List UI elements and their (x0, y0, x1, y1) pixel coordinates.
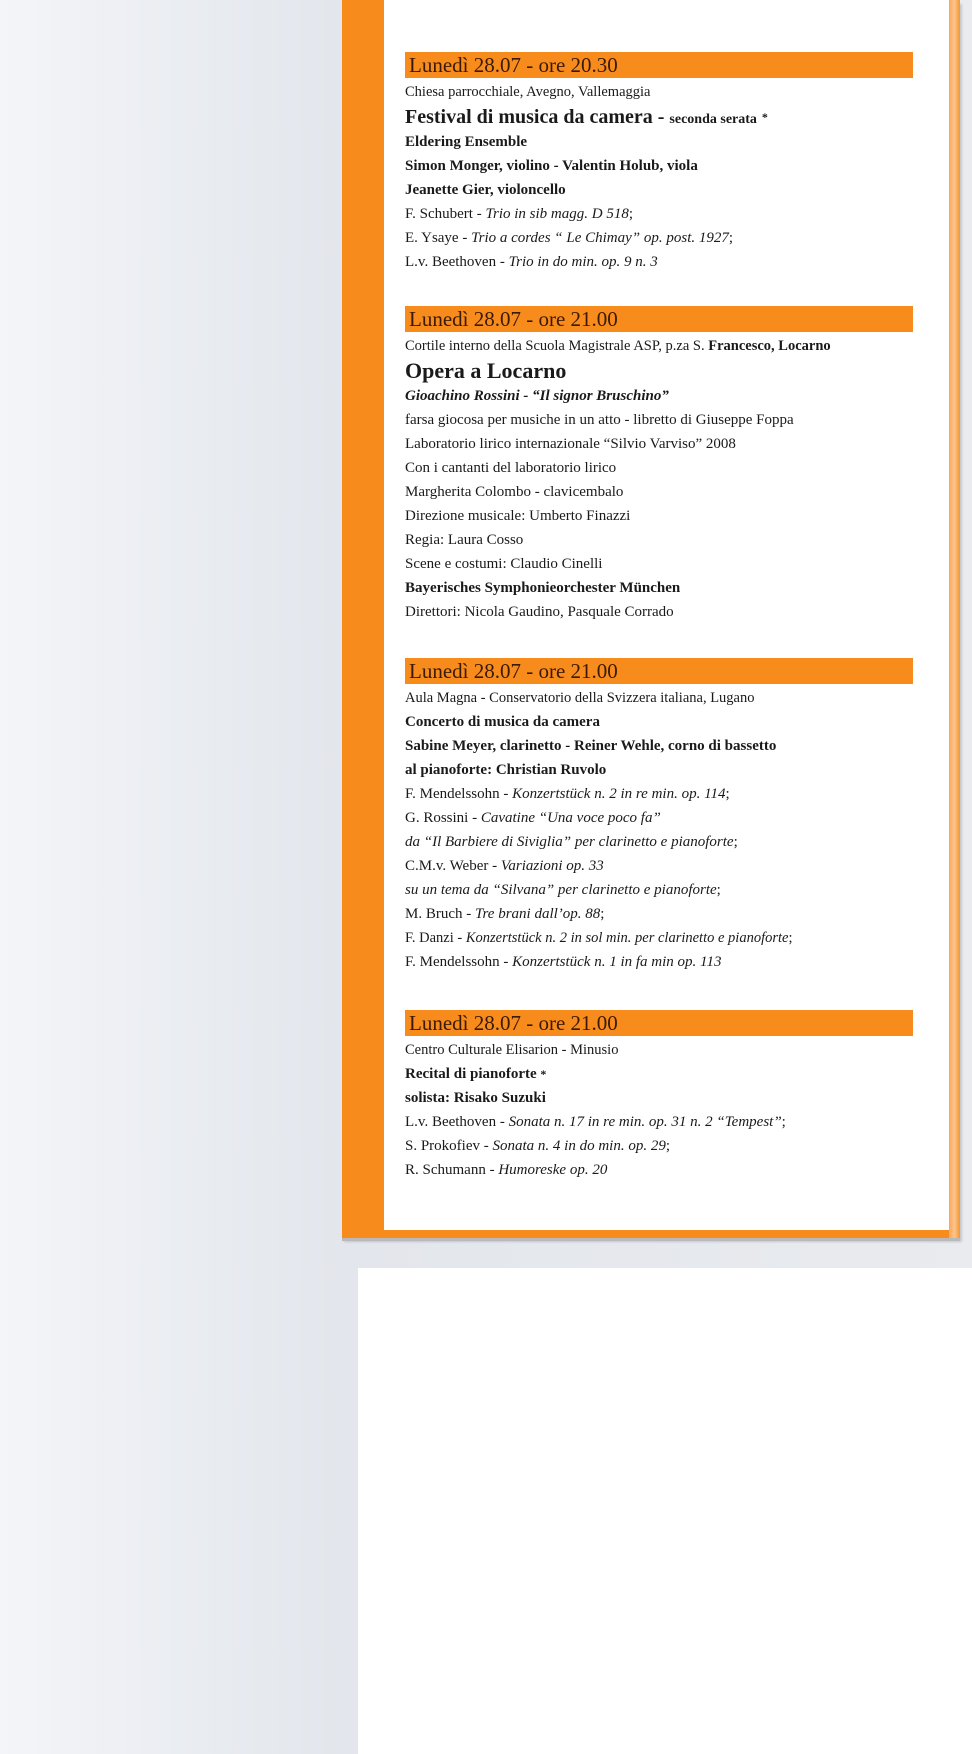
directors-line: Direttori: Nicola Gaudino, Pasquale Corrado (405, 604, 674, 620)
page-content (384, 0, 949, 1230)
event-date-bar: Lunedì 28.07 - ore 21.00 (405, 306, 913, 332)
line-end: ; (781, 1114, 786, 1130)
title-separator: - (652, 106, 670, 128)
opera-work-line: Gioachino Rossini - “Il signor Bruschino” (405, 388, 669, 404)
work: Trio a cordes “ Le Chimay” op. post. 1927 (471, 230, 729, 246)
composer: L.v. Beethoven - (405, 254, 509, 270)
program-line (405, 202, 913, 226)
program-line (405, 1158, 913, 1182)
program-line (405, 1134, 913, 1158)
booklet-edge (949, 0, 960, 1238)
composer: L.v. Beethoven - (405, 1114, 509, 1130)
composer: F. Mendelssohn - (405, 954, 513, 970)
event-venue: Aula Magna - Conservatorio della Svizzera italiana, Lugano (405, 690, 755, 706)
work: Sonata n. 4 in do min. op. 29 (492, 1138, 666, 1154)
event-title (405, 1062, 913, 1086)
work: da “Il Barbiere di Siviglia” per clarinetto e pianoforte (405, 834, 734, 850)
event-2 (405, 306, 913, 624)
line-end: ; (665, 1138, 671, 1154)
event-venue: Chiesa parrocchiale, Avegno, Vallemaggia (405, 84, 651, 100)
event-title (405, 104, 913, 130)
line-end: ; (728, 230, 734, 246)
composer: F. Mendelssohn - (405, 786, 513, 802)
work: Konzertstück n. 2 in sol min. per clarinetto e pianoforte (465, 930, 789, 946)
line-end: ; (628, 206, 633, 222)
event-title-text: Festival di musica da camera (405, 106, 653, 128)
performer-line: Eldering Ensemble (405, 134, 528, 150)
info-line: Scene e costumi: Claudio Cinelli (405, 556, 603, 572)
work: su un tema da “Silvana” per clarinetto e pianoforte (405, 882, 717, 898)
work: Humoreske op. 20 (498, 1162, 608, 1178)
performer-line: Sabine Meyer, clarinetto - Reiner Wehle, corno di bassetto (405, 738, 777, 754)
composer: F. Danzi - (405, 930, 466, 946)
soloist-line: solista: Risako Suzuki (405, 1090, 546, 1106)
venue-part: Cortile interno della Scuola Magistrale ASP, p.za S. (405, 338, 709, 354)
info-line: Regia: Laura Cosso (405, 532, 524, 548)
event-title: Concerto di musica da camera (405, 714, 600, 730)
info-line: Margherita Colombo - clavicembalo (405, 484, 624, 500)
event-1 (405, 52, 913, 274)
program-line (405, 782, 913, 806)
event-title: Opera a Locarno (405, 358, 567, 383)
line-end: ; (788, 930, 793, 946)
program-line (405, 950, 913, 974)
event-venue: Centro Culturale Elisarion - Minusio (405, 1042, 619, 1058)
work: Variazioni op. 33 (500, 858, 604, 874)
info-line: farsa giocosa per musiche in un atto - libretto di Giuseppe Foppa (405, 412, 794, 428)
orchestra-line: Bayerisches Symphonieorchester München (405, 580, 681, 596)
star-mark: * (761, 110, 768, 124)
program-line (405, 1110, 913, 1134)
performer-line: al pianoforte: Christian Ruvolo (405, 762, 607, 778)
work: Cavatine “Una voce poco fa” (480, 810, 661, 826)
composer: S. Prokofiev - (405, 1138, 493, 1154)
info-line: Con i cantanti del laboratorio lirico (405, 460, 617, 476)
line-end: ; (733, 834, 738, 850)
composer: R. Schumann - (405, 1162, 499, 1178)
performer-line: Jeanette Gier, violoncello (405, 182, 566, 198)
composer: M. Bruch - (405, 906, 475, 922)
event-date-bar: Lunedì 28.07 - ore 21.00 (405, 1010, 913, 1036)
program-line (405, 902, 913, 926)
work: Konzertstück n. 1 in fa min op. 113 (512, 954, 722, 970)
composer: E. Ysaye - (405, 230, 472, 246)
scan-white-area (358, 1268, 972, 1754)
program-line (405, 926, 913, 950)
event-title-text: Recital di pianoforte (405, 1066, 537, 1082)
composer: F. Schubert - (405, 206, 486, 222)
event-date-bar: Lunedì 28.07 - ore 21.00 (405, 658, 913, 684)
line-end: ; (725, 786, 730, 802)
event-date-bar: Lunedì 28.07 - ore 20.30 (405, 52, 913, 78)
program-line (405, 878, 913, 902)
work: Sonata n. 17 in re min. op. 31 n. 2 “Tempest” (508, 1114, 782, 1130)
event-venue (405, 334, 913, 358)
program-line (405, 226, 913, 250)
work: Trio in sib magg. D 518 (485, 206, 629, 222)
star-mark: * (540, 1067, 547, 1081)
event-3 (405, 658, 913, 974)
program-line (405, 250, 913, 274)
program-line (405, 854, 913, 878)
info-line: Direzione musicale: Umberto Finazzi (405, 508, 631, 524)
work: Trio in do min. op. 9 n. 3 (508, 254, 658, 270)
booklet-page (342, 0, 960, 1238)
line-end: ; (716, 882, 721, 898)
event-subtitle: seconda serata (669, 112, 757, 127)
work: Konzertstück n. 2 in re min. op. 114 (512, 786, 726, 802)
line-end: ; (600, 906, 605, 922)
performer-line: Simon Monger, violino - Valentin Holub, viola (405, 158, 698, 174)
program-line (405, 806, 913, 830)
program-line (405, 830, 913, 854)
event-4 (405, 1010, 913, 1182)
venue-part-bold: Francesco, Locarno (708, 338, 831, 354)
work: Tre brani dall’op. 88 (475, 906, 601, 922)
composer: G. Rossini - (405, 810, 481, 826)
info-line: Laboratorio lirico internazionale “Silvio Varviso” 2008 (405, 436, 736, 452)
composer: C.M.v. Weber - (405, 858, 501, 874)
